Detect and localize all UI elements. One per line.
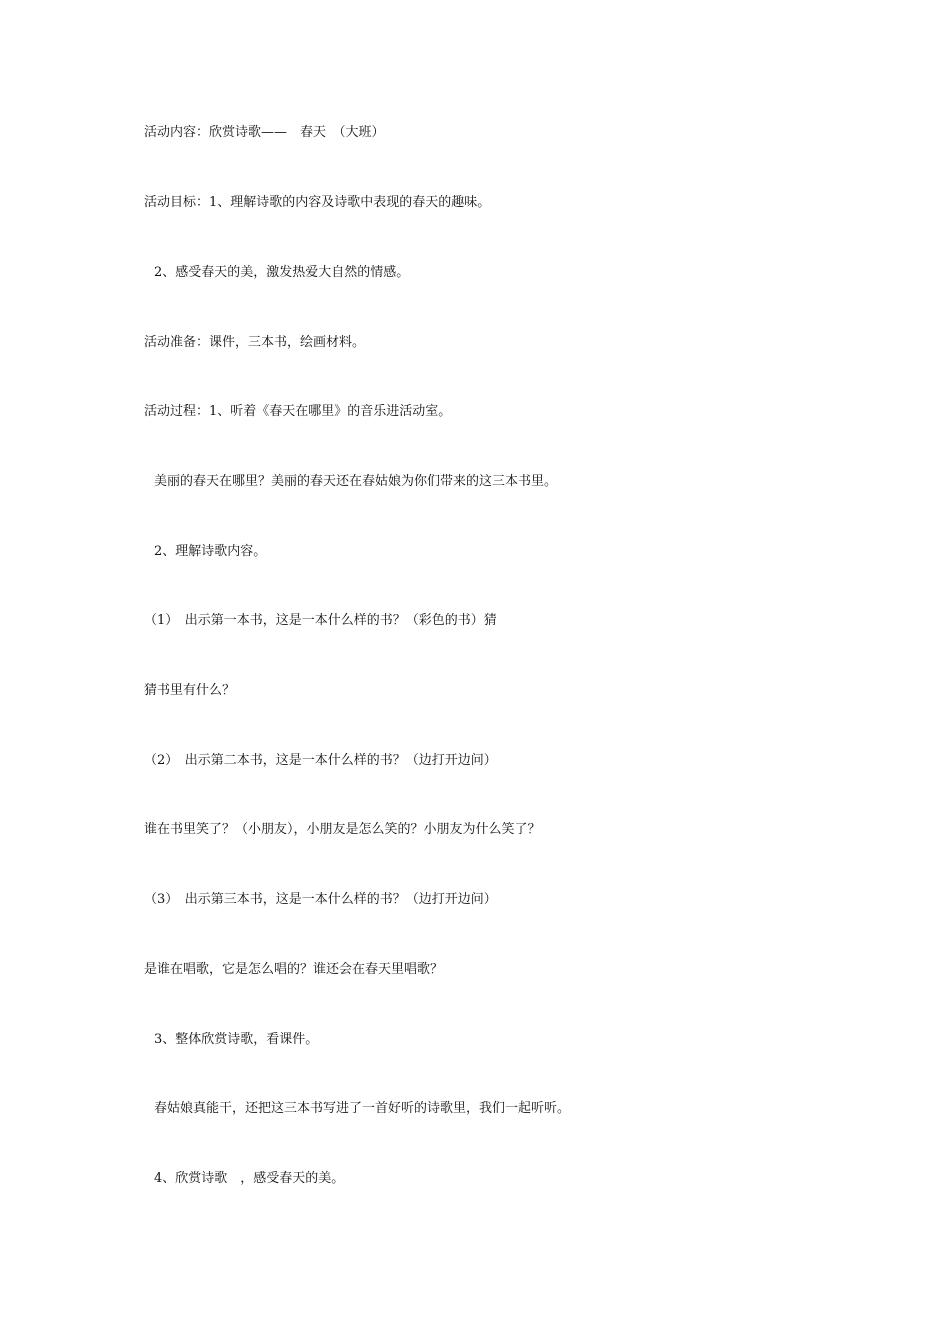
process-step-4: 4、欣赏诗歌 ，感受春天的美。 [154, 1171, 345, 1186]
process-step-2: 2、理解诗歌内容。 [154, 544, 267, 559]
activity-goal-line: 活动目标：1、理解诗歌的内容及诗歌中表现的春天的趣味。 [144, 195, 491, 210]
book-1-continued-line: 猜书里有什么？ [144, 683, 236, 698]
process-step-3-detail: 春姑娘真能干，还把这三本书写进了一首好听的诗歌里，我们一起听听。 [154, 1101, 571, 1116]
process-step-3: 3、整体欣赏诗歌，看课件。 [154, 1032, 319, 1047]
book-3-line: （3） 出示第三本书，这是一本什么样的书？（边打开边问） [144, 892, 497, 907]
activity-content-line: 活动内容：欣赏诗歌—— 春天 （大班） [144, 125, 385, 140]
book-1-line: （1） 出示第一本书，这是一本什么样的书？（彩色的书）猜 [144, 613, 497, 628]
process-intro-line: 美丽的春天在哪里？美丽的春天还在春姑娘为你们带来的这三本书里。 [154, 474, 558, 489]
book-2-line: （2） 出示第二本书，这是一本什么样的书？（边打开边问） [144, 753, 497, 768]
book-2-question-line: 谁在书里笑了？（小朋友），小朋友是怎么笑的？小朋友为什么笑了？ [144, 822, 541, 837]
activity-process-line: 活动过程：1、听着《春天在哪里》的音乐进活动室。 [144, 404, 452, 419]
book-3-question-line: 是谁在唱歌，它是怎么唱的？谁还会在春天里唱歌？ [144, 962, 444, 977]
goal-item-2: 2、感受春天的美，激发热爱大自然的情感。 [154, 265, 410, 280]
activity-preparation-line: 活动准备：课件，三本书，绘画材料。 [144, 335, 366, 350]
